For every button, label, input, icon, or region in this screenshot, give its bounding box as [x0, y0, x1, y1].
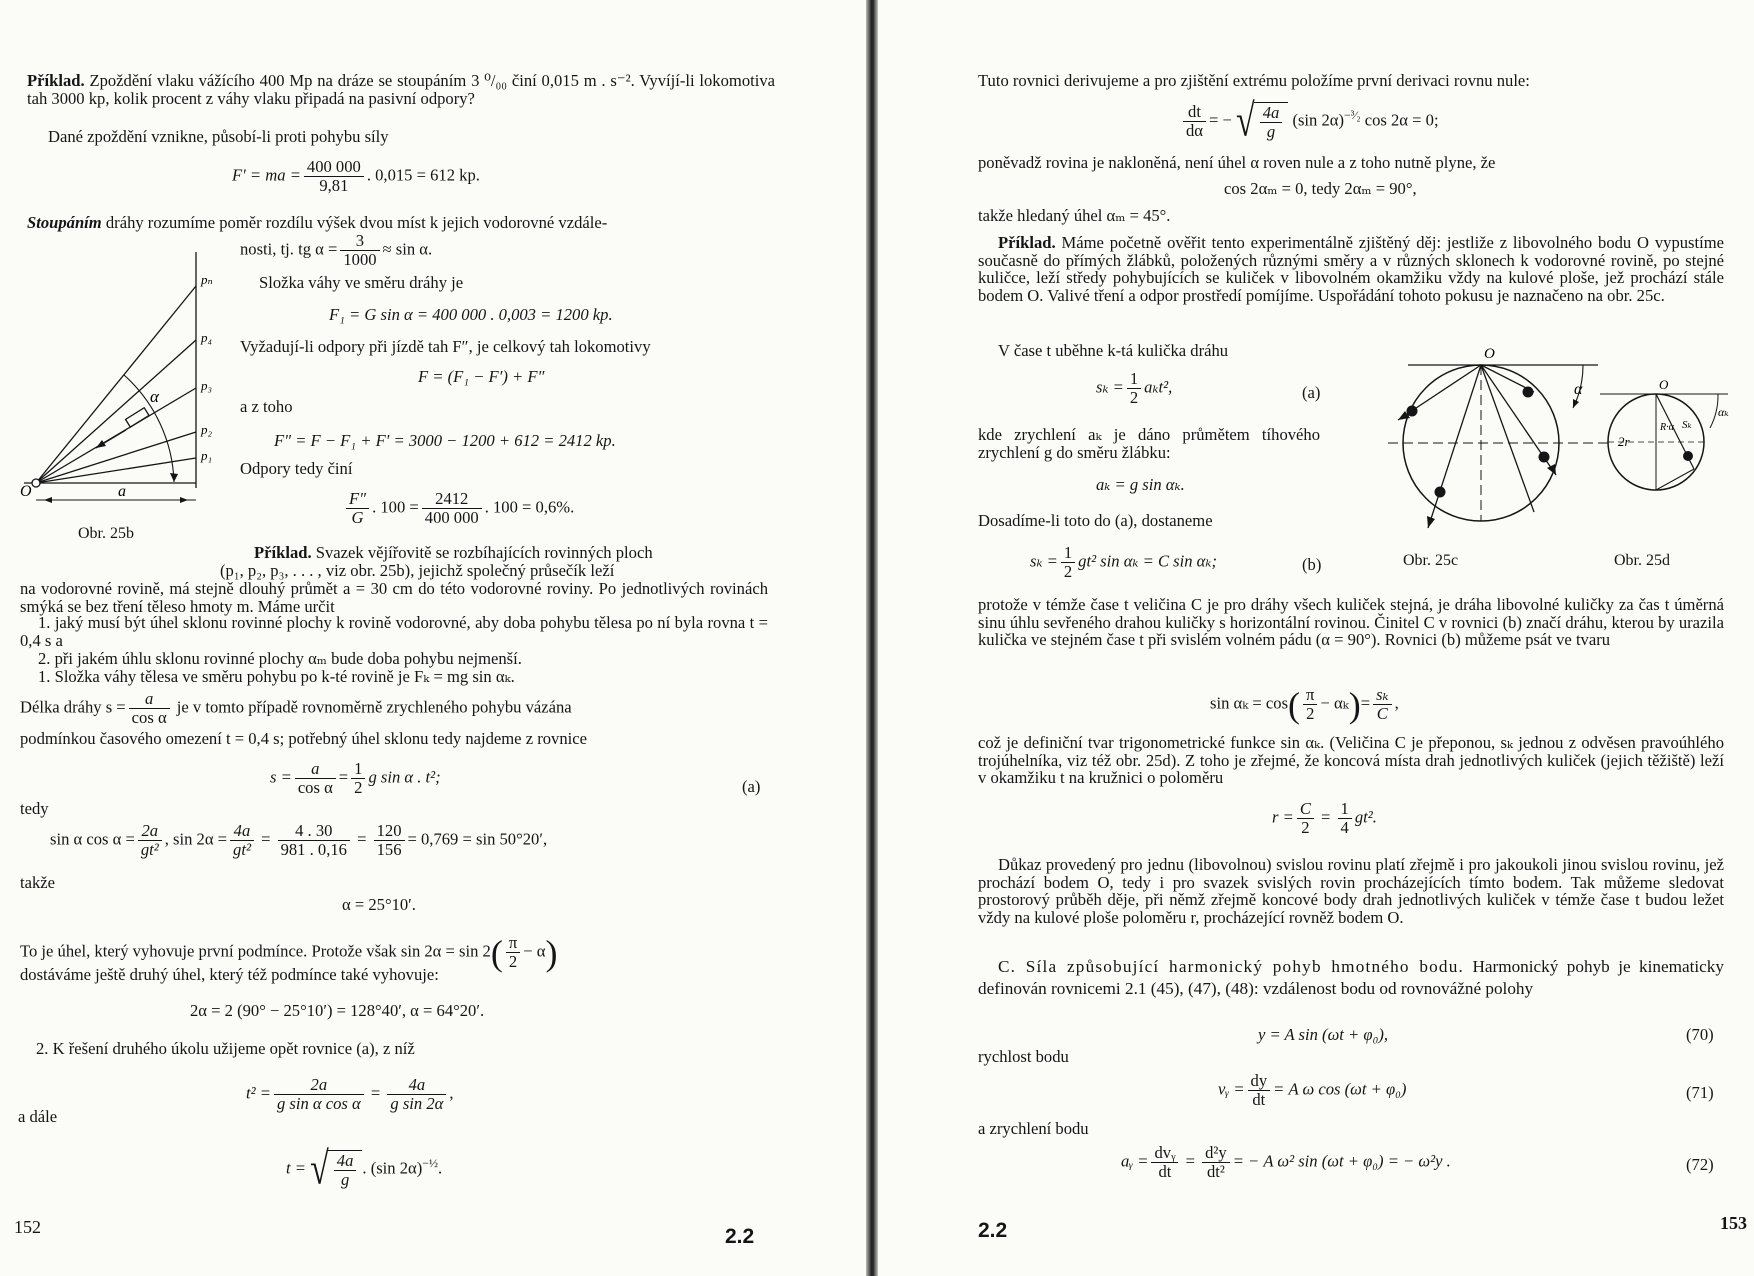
- left-page: [0, 0, 866, 1276]
- equation-friction: F′ = ma = $\frac{400 000}{9,81}$ . 0,015 = 612 kp.: [232, 157, 480, 195]
- label-2r: 2r: [1618, 434, 1630, 449]
- task-2-solution: 2. K řešení druhého úkolu užijeme opět rovnice (a), z níž: [36, 1039, 415, 1058]
- angle-arc-25d: [1710, 394, 1718, 428]
- equation-derivative: $\frac{dt}{d\alpha}$ = − √ $\frac{4a}{g}$ (sin 2α)$^{-^3⁄_2}$ cos 2α = 0;: [1180, 102, 1439, 141]
- equation-71-tag: (71): [1686, 1083, 1714, 1102]
- ball-1: [1407, 406, 1418, 417]
- label-O: O: [20, 483, 32, 500]
- example-1-line: Dané zpoždění vznikne, působí-li proti pohybu síly: [48, 127, 389, 146]
- equation-72-tag: (72): [1686, 1155, 1714, 1174]
- label-r-alpha: R·α: [1660, 422, 1674, 433]
- label-alpha: α: [150, 387, 159, 406]
- equation-sk-b-tag: (b): [1302, 555, 1322, 574]
- v-case-line: V čase t uběhne k-tá kulička dráhu: [998, 341, 1229, 360]
- figure-25b-caption: Obr. 25b: [78, 525, 134, 542]
- equation-a: s = $\frac{a}{\text{cos α}}$ = $\frac{1}{2}$ g sin α . t²;: [270, 759, 441, 797]
- right-page-number: 153: [1720, 1213, 1747, 1233]
- equation-sk-a: sₖ = $\frac{1}{2}$ aₖt²,: [1096, 369, 1173, 407]
- example-2-line-2: (p₁, p₂, p₃, . . . , viz obr. 25b), jejichž společný průsečík leží: [220, 561, 615, 580]
- label-p3: p₃: [201, 378, 213, 393]
- plane-pn: [36, 286, 196, 483]
- equation-tangent: nosti, tj. tg α = $\frac{3}{1000}$ ≈ sin α.: [240, 231, 433, 269]
- force-arrow-head: [96, 440, 106, 448]
- equation-71: vᵧ = $\frac{dy}{dt}$ = A ω cos (ωt + φ₀): [1218, 1071, 1407, 1109]
- figure-25d: [1578, 370, 1753, 520]
- dosadime-line: Dosadíme-li toto do (a), dostaneme: [978, 511, 1213, 530]
- example-1-head: Příklad.: [27, 71, 85, 90]
- groove-2: [1428, 365, 1481, 528]
- left-section-number: 2.2: [725, 1225, 755, 1248]
- intro-line: Tuto rovnici derivujeme a pro zjištění extrému položíme první derivaci rovnu nule:: [978, 71, 1530, 90]
- zrychleni-label: a zrychlení bodu: [978, 1119, 1089, 1138]
- acceleration-text: kde zrychlení aₖ je dáno průmětem tíhového zrychlení g do směru žlábku:: [978, 425, 1320, 462]
- equation-F: F = (F₁ − F′) + F″: [418, 367, 545, 386]
- definition-line: Stoupáním dráhy rozumíme poměr rozdílu výšek dvou míst k jejich vodorovné vzdále-: [27, 213, 608, 232]
- right-page: [878, 0, 1754, 1276]
- a-dale: a dále: [18, 1107, 58, 1126]
- ball-3: [1539, 452, 1550, 463]
- label-pn: pₙ: [201, 272, 213, 287]
- equation-second-angle: 2α = 2 (90° − 25°10′) = 128°40′, α = 64°20′.: [190, 1001, 485, 1020]
- cos-equation: cos 2αₘ = 0, tedy 2αₘ = 90°,: [1224, 179, 1417, 198]
- equation-ak: aₖ = g sin αₖ.: [1096, 475, 1185, 494]
- figure-25b: [14, 250, 236, 520]
- label-alpha-k: αₖ: [1718, 405, 1729, 419]
- example-2-line-1: Příklad. Svazek vějířovitě se rozbíhajících rovinných ploch: [254, 543, 653, 562]
- takze: takže: [20, 873, 56, 892]
- component-line: Složka váhy ve směru dráhy je: [259, 273, 464, 292]
- equation-radius: r = $\frac{C}{2}$ = $\frac{1}{4}$ gt².: [1272, 799, 1377, 837]
- rychlost-label: rychlost bodu: [978, 1047, 1069, 1066]
- odpory-line: Odpory tedy činí: [240, 459, 353, 478]
- dukaz-paragraph: Důkaz provedený pro jednu (libovolnou) svislou rovinu platí zřejmě i pro jakoukoli jinou svislou rovinu, jež prochází bodem O, tedy i pro svazek svislých rovin procházejících tímto bodem. Tak můžeme sledovat prostorový průběh děje, při němž zřejmě koncové body drah jednotlivých kuliček v témže čase t budou ležet vždy na kulové ploše poloměru r, procházející rovněž bodem O.: [978, 855, 1724, 927]
- equation-sin: sin α cos α = $\frac{2a}{\text{gt²}}$ , sin 2α = $\frac{4a}{\text{gt²}}$ = $\frac{4 . 30}{981 . 0,16}$ = $\frac{120}{156}$ = 0,769 = sin 50°20′,: [50, 821, 548, 859]
- resistance-line: Vyžadují-li odpory při jízdě tah F″, je celkový tah lokomotivy: [240, 337, 651, 356]
- ball-4: [1523, 387, 1534, 398]
- groove-arrows: [1398, 411, 1556, 528]
- label-O-25d: O: [1659, 377, 1669, 392]
- equation-72: aᵧ = $\frac{\text{dvᵧ}}{dt}$ = $\frac{\text{d²y}}{\text{dt²}}$ = − A ω² sin (ωt + φ₀) = − ω²y .: [1121, 1143, 1451, 1181]
- equation-70: y = A sin (ωt + φ₀),: [1258, 1025, 1389, 1044]
- label-O-25c: O: [1484, 346, 1495, 362]
- book-gutter: [866, 0, 878, 1276]
- takze-line: takže hledaný úhel αₘ = 45°.: [978, 206, 1171, 225]
- figure-25c-caption: Obr. 25c: [1403, 552, 1459, 569]
- equation-sk-b: sₖ = $\frac{1}{2}$ gt² sin αₖ = C sin αₖ;: [1030, 543, 1217, 581]
- second-angle-line: dostáváme ještě druhý úhel, který též podmínce také vyhovuje:: [20, 965, 439, 984]
- ponevadz-line: poněvadž rovina je nakloněná, není úhel α roven nule a z toho nutně plyne, že: [978, 153, 1496, 172]
- example-3-text: Příklad. Máme početně ověřit tento experimentálně zjištěný děj: jestliže z libovolného bodu O vypustíme současně do přímých žlábků, položených různými směry a v různých sklonech k vodorovné rovině, po stejné kuličce, leží středy pohybujících se kuliček v libovolném okamžiku vždy na kulové ploše, jež prochází stále bodem O. Valivé tření a odpor prostředí pomíjíme. Uspořádání tohoto pokusu je naznačeno na obr. 25c.: [978, 233, 1724, 305]
- section-C-paragraph: C. Síla způsobující harmonický pohyb hmotného bodu. Harmonický pohyb je kinematicky definován rovnicemi 2.1 (45), (47), (48): vzdálenost bodu od rovnovážné polohy: [978, 957, 1724, 998]
- equation-t: t = √ $\frac{4a}{g}$ . (sin 2α)$^{-\frac{1}{2}}$.: [286, 1143, 443, 1194]
- label-p4: p₄: [201, 330, 213, 345]
- coz-paragraph: což je definiční tvar trigonometrické funkce sin αₖ. (Veličina C je přeponou, sₖ jednou z odvěsen pravoúhlého trojúhelníka, viz též obr. 25d). Z toho je zřejmé, že koncová místa drah jednotlivých kuliček (jejich těžiště) leží v okamžiku t na kružnici o poloměru: [978, 733, 1724, 787]
- equation-F1: F₁ = G sin α = 400 000 . 0,003 = 1200 kp.: [329, 305, 613, 324]
- equation-t-squared: t² = $\frac{2a}{\text{g sin α cos α}}$ = $\frac{4a}{\text{g sin 2α}}$ ,: [246, 1075, 454, 1113]
- left-page-number: 152: [14, 1217, 41, 1237]
- ball-2: [1435, 487, 1446, 498]
- figure-25d-caption: Obr. 25d: [1614, 552, 1670, 569]
- origin-point: [32, 479, 40, 487]
- tedy: tedy: [20, 799, 49, 818]
- task-1: 1. jaký musí být úhel sklonu rovinné plochy k rovině vodorovné, aby doba pohybu tělesa po ní byla rovna t = 0,4 s a: [20, 613, 768, 650]
- example-2-line-3: na vodorovné rovině, má stejně dlouhý průmět a = 30 cm do této vodorovné roviny. Po jednotlivých rovinách smýká se bez tření těleso hmoty m. Máme určit: [20, 579, 768, 616]
- angle-arrow: [170, 473, 178, 482]
- protoze-paragraph: protože v témže čase t veličina C je pro dráhy všech kuliček stejná, je dráha libovolné kuličky za čas t úměrná sinu úhlu sevřeného drahou kuličky s horizontální rovinou. Činitel C v rovnici (b) značí dráhu, kterou by urazila kulička ve stejném čase t při svislém volném pádu (α = 90°). Rovnici (b) můžeme psát ve tvaru: [978, 595, 1724, 649]
- equation-F2: F″ = F − F₁ + F′ = 3000 − 1200 + 612 = 2412 kp.: [274, 431, 616, 450]
- label-alpha-25c: α: [1574, 381, 1583, 398]
- body-block: [126, 408, 149, 427]
- time-condition-line: podmínkou časového omezení t = 0,4 s; potřebný úhel sklonu tedy najdeme z rovnice: [20, 729, 587, 748]
- label-a: a: [118, 483, 126, 500]
- ball-25d: [1683, 451, 1693, 461]
- first-condition-line: To je úhel, který vyhovuje první podmínce. Protože však sin 2α = sin 2( $\frac{\pi}{2}$ − α): [20, 932, 558, 973]
- task-2: 2. při jakém úhlu sklonu rovinné plochy αₘ bude doba pohybu nejmenší.: [38, 649, 522, 668]
- right-section-number: 2.2: [978, 1219, 1008, 1242]
- equation-70-tag: (70): [1686, 1025, 1714, 1044]
- equation-sk-a-tag: (a): [1302, 383, 1321, 402]
- label-p2: p₂: [201, 422, 213, 437]
- section-C-heading: C. Síla způsobující harmonický pohyb hmotného bodu.: [998, 957, 1465, 976]
- equation-sin-cos: sin αₖ = cos( $\frac{\pi}{2}$ − αₖ)= $\frac{\text{sₖ}}{C}$ ,: [1210, 684, 1399, 725]
- z-toho: a z toho: [240, 397, 293, 416]
- equation-percent: $\frac{F''}{G}$ . 100 = $\frac{2412}{400 000}$ . 100 = 0,6%.: [343, 490, 574, 527]
- equation-a-tag: (a): [742, 777, 761, 796]
- task-3: 1. Složka váhy tělesa ve směru pohybu po k-té rovině je Fₖ = mg sin αₖ.: [38, 667, 515, 686]
- alpha-result: α = 25°10′.: [342, 895, 416, 914]
- example-1-text: Příklad. Zpoždění vlaku vážícího 400 Mp na dráze se stoupáním 3 ⁰/₀₀ činí 0,015 m . s⁻². Vyvíjí-li lokomotiva tah 3000 kp, kolik procent z váhy vlaku připadá na pasivní odpory?: [27, 71, 775, 108]
- label-sk: Sₖ: [1682, 419, 1692, 431]
- label-p1: p₁: [201, 448, 213, 463]
- path-length-line: Délka dráhy s = $\frac{a}{\text{cos α}}$ je v tomto případě rovnoměrně zrychleného pohybu vázána: [20, 689, 572, 727]
